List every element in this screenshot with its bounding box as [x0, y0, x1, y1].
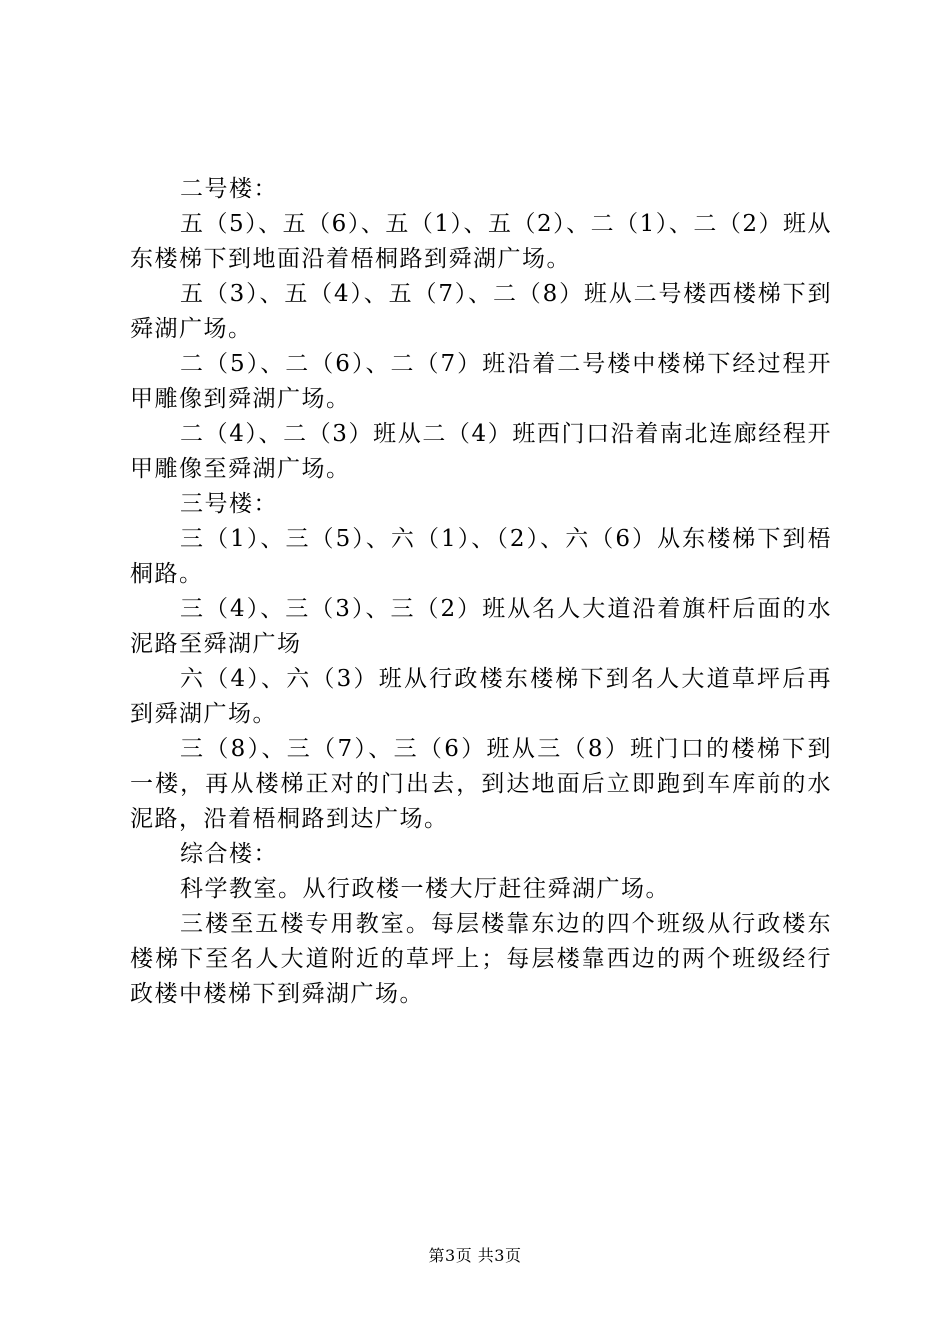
paragraph: 三（4）、三（3）、三（2）班从名人大道沿着旗杆后面的水泥路至舜湖广场 — [130, 596, 832, 657]
section-heading-building-3: 三号楼： — [180, 491, 278, 517]
section-heading-building-2: 二号楼： — [180, 176, 278, 202]
paragraph: 五（5）、五（6）、五（1）、五（2）、二（1）、二（2）班从东楼梯下到地面沿着梧桐路到舜湖广场。 — [130, 211, 832, 272]
paragraph: 六（4）、六（3）班从行政楼东楼梯下到名人大道草坪后再到舜湖广场。 — [130, 666, 832, 727]
section-heading-complex-building: 综合楼： — [180, 841, 278, 867]
document-body — [130, 172, 832, 1012]
paragraph: 二（5）、二（6）、二（7）班沿着二号楼中楼梯下经过程开甲雕像到舜湖广场。 — [130, 351, 832, 412]
paragraph: 三楼至五楼专用教室。每层楼靠东边的四个班级从行政楼东楼梯下至名人大道附近的草坪上；每层楼靠西边的两个班级经行政楼中楼梯下到舜湖广场。 — [130, 911, 832, 1007]
paragraph: 科学教室。从行政楼一楼大厅赶往舜湖广场。 — [180, 876, 670, 902]
paragraph: 三（8）、三（7）、三（6）班从三（8）班门口的楼梯下到一楼，再从楼梯正对的门出去，到达地面后立即跑到车库前的水泥路，沿着梧桐路到达广场。 — [130, 736, 832, 832]
page-number-footer: 第3页 共3页 — [428, 1246, 522, 1265]
paragraph: 三（1）、三（5）、六（1）、（2）、六（6）从东楼梯下到梧桐路。 — [130, 526, 832, 587]
paragraph: 二（4）、二（3）班从二（4）班西门口沿着南北连廊经程开甲雕像至舜湖广场。 — [130, 421, 832, 482]
paragraph: 五（3）、五（4）、五（7）、二（8）班从二号楼西楼梯下到舜湖广场。 — [130, 281, 832, 342]
